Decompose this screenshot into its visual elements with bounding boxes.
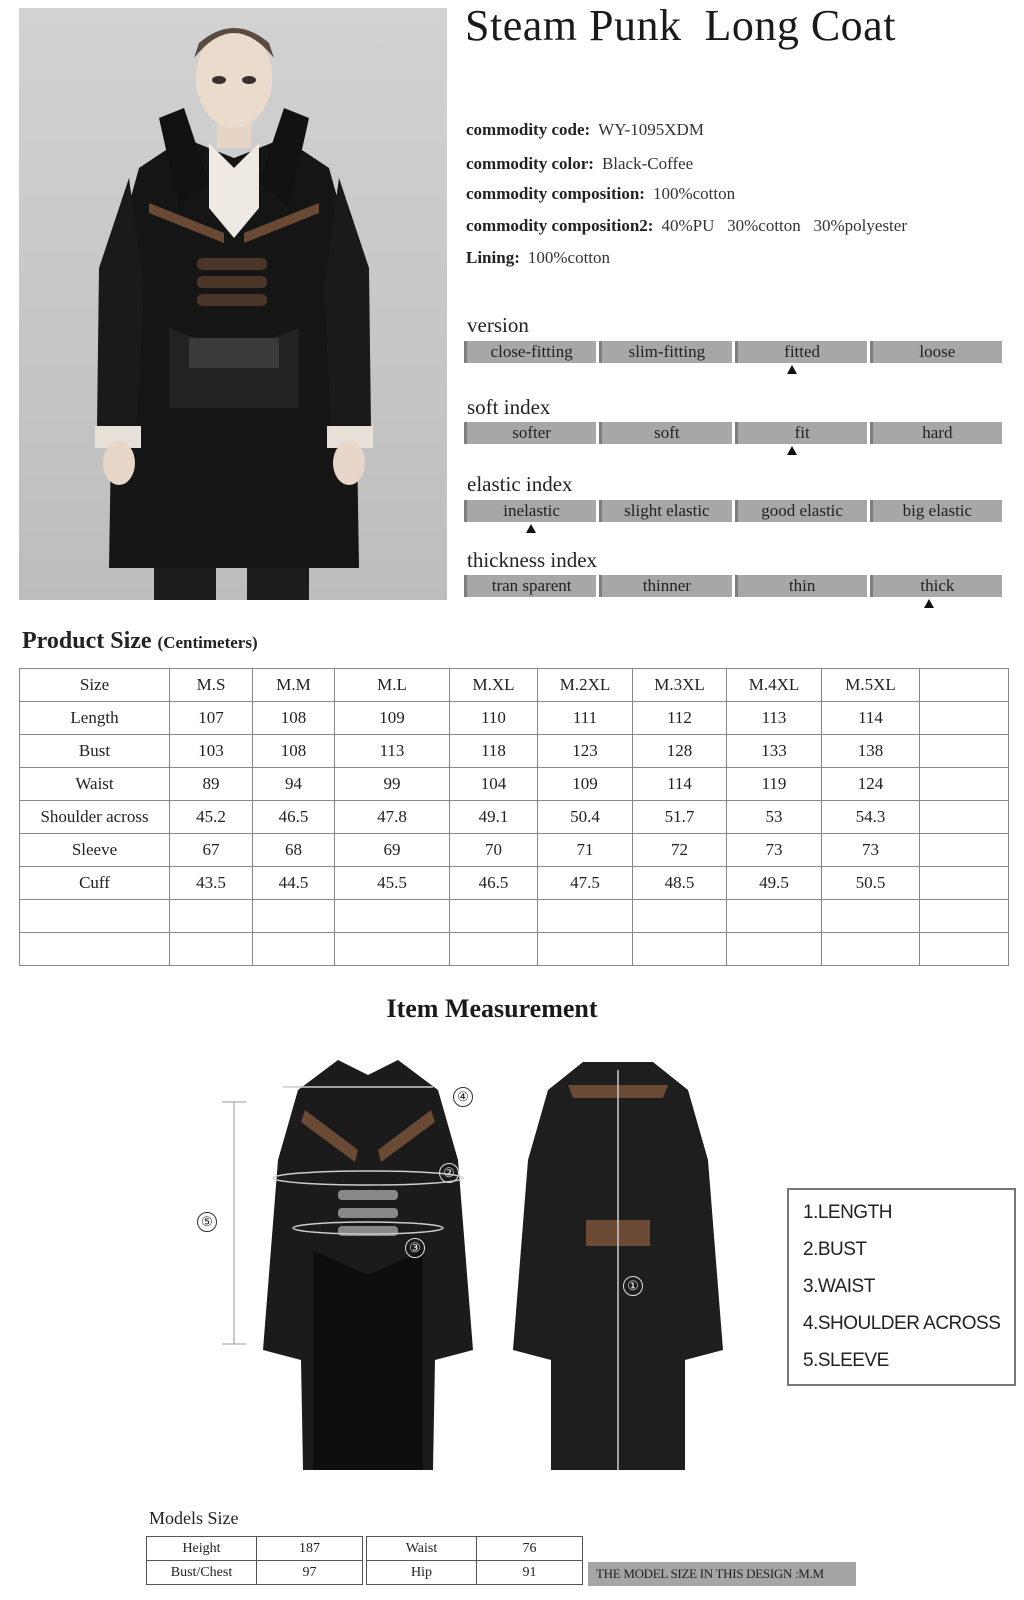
model-size-note: THE MODEL SIZE IN THIS DESIGN :M.M: [588, 1562, 856, 1586]
size-cell: [920, 735, 1009, 768]
size-cell: 138: [822, 735, 920, 768]
spec-composition2-label: commodity composition2:: [466, 216, 654, 235]
size-header-cell: [920, 669, 1009, 702]
thickness-index-option: thick: [870, 575, 1002, 597]
version-option: slim-fitting: [599, 341, 731, 363]
elastic-index-option: inelastic: [464, 500, 596, 522]
product-size-heading: Product Size: [22, 628, 152, 654]
legend-item: 5.SLEEVE: [803, 1350, 889, 1371]
size-cell: 47.5: [538, 867, 633, 900]
size-cell: [335, 900, 450, 933]
soft-index-scale: [464, 422, 1002, 444]
elastic-index-selected-marker-icon: [526, 524, 536, 533]
legend-item: 1.LENGTH: [803, 1202, 892, 1223]
size-cell: 67: [170, 834, 253, 867]
size-cell: 73: [727, 834, 822, 867]
size-header-cell: M.XL: [450, 669, 538, 702]
size-cell: 109: [538, 768, 633, 801]
models-value: 97: [257, 1561, 363, 1585]
size-cell: 108: [253, 702, 335, 735]
version-option: close-fitting: [464, 341, 596, 363]
table-row: [20, 867, 1009, 900]
size-cell: [920, 768, 1009, 801]
product-title: Steam Punk Long Coat: [465, 1, 896, 50]
product-size-unit: (Centimeters): [157, 633, 258, 652]
size-cell: [920, 834, 1009, 867]
spec-color-label: commodity color:: [466, 154, 594, 173]
models-table-right: [366, 1536, 583, 1585]
marker-2-icon: ②: [439, 1163, 459, 1183]
size-cell: 89: [170, 768, 253, 801]
size-row-label: Length: [20, 702, 170, 735]
spec-code-label: commodity code:: [466, 120, 591, 139]
version-option: fitted: [735, 341, 867, 363]
spec-code: [466, 120, 704, 140]
marker-3-icon: ③: [405, 1238, 425, 1258]
size-cell: 123: [538, 735, 633, 768]
models-value: 91: [477, 1561, 583, 1585]
size-cell: [335, 933, 450, 966]
size-cell: 49.5: [727, 867, 822, 900]
thickness-index-title: thickness index: [467, 548, 598, 572]
spec-composition-label: commodity composition:: [466, 184, 645, 203]
size-cell: 50.5: [822, 867, 920, 900]
size-header-cell: M.L: [335, 669, 450, 702]
models-value: 187: [257, 1537, 363, 1561]
size-cell: 47.8: [335, 801, 450, 834]
thickness-index-option: thin: [735, 575, 867, 597]
size-cell: [450, 933, 538, 966]
models-table-left: [146, 1536, 363, 1585]
size-cell: 94: [253, 768, 335, 801]
size-cell: 103: [170, 735, 253, 768]
size-cell: 71: [538, 834, 633, 867]
soft-index-option: fit: [735, 422, 867, 444]
spec-lining-label: Lining:: [466, 248, 520, 267]
size-cell: 99: [335, 768, 450, 801]
size-row-label: [20, 900, 170, 933]
table-row: [20, 735, 1009, 768]
size-cell: 54.3: [822, 801, 920, 834]
size-cell: [253, 900, 335, 933]
spec-composition2: [466, 216, 907, 236]
size-cell: 110: [450, 702, 538, 735]
soft-index-title: soft index: [467, 395, 551, 419]
marker-4-icon: ④: [453, 1087, 473, 1107]
thickness-index-scale: [464, 575, 1002, 597]
size-cell: [920, 867, 1009, 900]
models-value: 76: [477, 1537, 583, 1561]
size-cell: 107: [170, 702, 253, 735]
size-cell: 68: [253, 834, 335, 867]
table-row: [147, 1537, 363, 1561]
models-label: Waist: [367, 1537, 477, 1561]
elastic-index-option: good elastic: [735, 500, 867, 522]
size-cell: [920, 801, 1009, 834]
size-row-label: Cuff: [20, 867, 170, 900]
size-cell: 118: [450, 735, 538, 768]
size-cell: [170, 933, 253, 966]
size-cell: 44.5: [253, 867, 335, 900]
size-header-cell: M.3XL: [633, 669, 727, 702]
table-row: [20, 801, 1009, 834]
size-cell: 112: [633, 702, 727, 735]
elastic-index-scale: [464, 500, 1002, 522]
thickness-index-option: tran sparent: [464, 575, 596, 597]
size-cell: [633, 900, 727, 933]
version-scale: [464, 341, 1002, 363]
version-option: loose: [870, 341, 1002, 363]
product-photo: [19, 8, 447, 600]
size-cell: 46.5: [450, 867, 538, 900]
spec-composition: [466, 184, 735, 204]
size-cell: [538, 933, 633, 966]
table-row: [20, 768, 1009, 801]
size-cell: [538, 900, 633, 933]
item-measurement-title: Item Measurement: [386, 994, 598, 1023]
marker-1-icon: ①: [623, 1276, 643, 1296]
legend-item: 4.SHOULDER ACROSS: [803, 1313, 1001, 1334]
size-row-label: [20, 933, 170, 966]
size-row-label: Sleeve: [20, 834, 170, 867]
size-cell: [450, 900, 538, 933]
thickness-index-option: thinner: [599, 575, 731, 597]
soft-index-option: softer: [464, 422, 596, 444]
table-row: [147, 1561, 363, 1585]
size-row-label: Waist: [20, 768, 170, 801]
size-cell: [727, 900, 822, 933]
size-cell: [920, 900, 1009, 933]
size-cell: [822, 933, 920, 966]
size-cell: 53: [727, 801, 822, 834]
table-row: [20, 834, 1009, 867]
table-row: [367, 1537, 583, 1561]
measurement-legend: [787, 1188, 1016, 1386]
spec-lining-value: 100%cotton: [527, 248, 611, 267]
size-cell: 45.5: [335, 867, 450, 900]
soft-index-option: hard: [870, 422, 1002, 444]
size-cell: [253, 933, 335, 966]
size-header-cell: Size: [20, 669, 170, 702]
size-cell: 104: [450, 768, 538, 801]
size-header-cell: M.4XL: [727, 669, 822, 702]
size-cell: [727, 933, 822, 966]
size-cell: 109: [335, 702, 450, 735]
product-size-title: [22, 628, 258, 655]
size-cell: 73: [822, 834, 920, 867]
version-title: version: [467, 313, 529, 337]
version-selected-marker-icon: [787, 365, 797, 374]
models-label: Height: [147, 1537, 257, 1561]
size-cell: [920, 702, 1009, 735]
size-cell: 43.5: [170, 867, 253, 900]
size-cell: 108: [253, 735, 335, 768]
size-cell: 50.4: [538, 801, 633, 834]
size-header-cell: M.2XL: [538, 669, 633, 702]
models-label: Bust/Chest: [147, 1561, 257, 1585]
size-cell: 124: [822, 768, 920, 801]
elastic-index-option: big elastic: [870, 500, 1002, 522]
size-cell: 51.7: [633, 801, 727, 834]
table-row: [367, 1561, 583, 1585]
size-row-label: Shoulder across: [20, 801, 170, 834]
models-label: Hip: [367, 1561, 477, 1585]
spec-composition2-value: 40%PU 30%cotton 30%polyester: [661, 216, 907, 235]
coat-back-diagram: [493, 1050, 743, 1480]
legend-item: 2.BUST: [803, 1239, 867, 1260]
size-cell: 113: [727, 702, 822, 735]
table-row: [20, 900, 1009, 933]
elastic-index-title: elastic index: [467, 472, 573, 496]
legend-item: 3.WAIST: [803, 1276, 875, 1297]
size-cell: 48.5: [633, 867, 727, 900]
coat-front-diagram: [243, 1050, 493, 1480]
size-cell: 111: [538, 702, 633, 735]
size-cell: [822, 900, 920, 933]
models-size-title: Models Size: [149, 1508, 239, 1528]
size-cell: 114: [633, 768, 727, 801]
size-header-cell: M.5XL: [822, 669, 920, 702]
spec-code-value: WY-1095XDM: [598, 120, 704, 139]
soft-index-option: soft: [599, 422, 731, 444]
size-cell: 114: [822, 702, 920, 735]
size-cell: 69: [335, 834, 450, 867]
marker-5-icon: ⑤: [197, 1212, 217, 1232]
size-table: [19, 668, 1009, 966]
size-header-cell: M.M: [253, 669, 335, 702]
thickness-index-selected-marker-icon: [924, 599, 934, 608]
table-row: [20, 702, 1009, 735]
size-cell: 45.2: [170, 801, 253, 834]
size-cell: 133: [727, 735, 822, 768]
size-header-cell: M.S: [170, 669, 253, 702]
size-cell: 113: [335, 735, 450, 768]
size-cell: [170, 900, 253, 933]
size-cell: [920, 933, 1009, 966]
spec-composition-value: 100%cotton: [652, 184, 736, 203]
spec-color: [466, 154, 693, 174]
soft-index-selected-marker-icon: [787, 446, 797, 455]
size-row-label: Bust: [20, 735, 170, 768]
size-cell: 72: [633, 834, 727, 867]
size-cell: 128: [633, 735, 727, 768]
size-cell: [633, 933, 727, 966]
spec-lining: [466, 248, 610, 268]
size-cell: 70: [450, 834, 538, 867]
size-cell: 119: [727, 768, 822, 801]
elastic-index-option: slight elastic: [599, 500, 731, 522]
spec-color-value: Black-Coffee: [601, 154, 694, 173]
size-cell: 49.1: [450, 801, 538, 834]
size-cell: 46.5: [253, 801, 335, 834]
size-header-row: [20, 669, 1009, 702]
table-row: [20, 933, 1009, 966]
